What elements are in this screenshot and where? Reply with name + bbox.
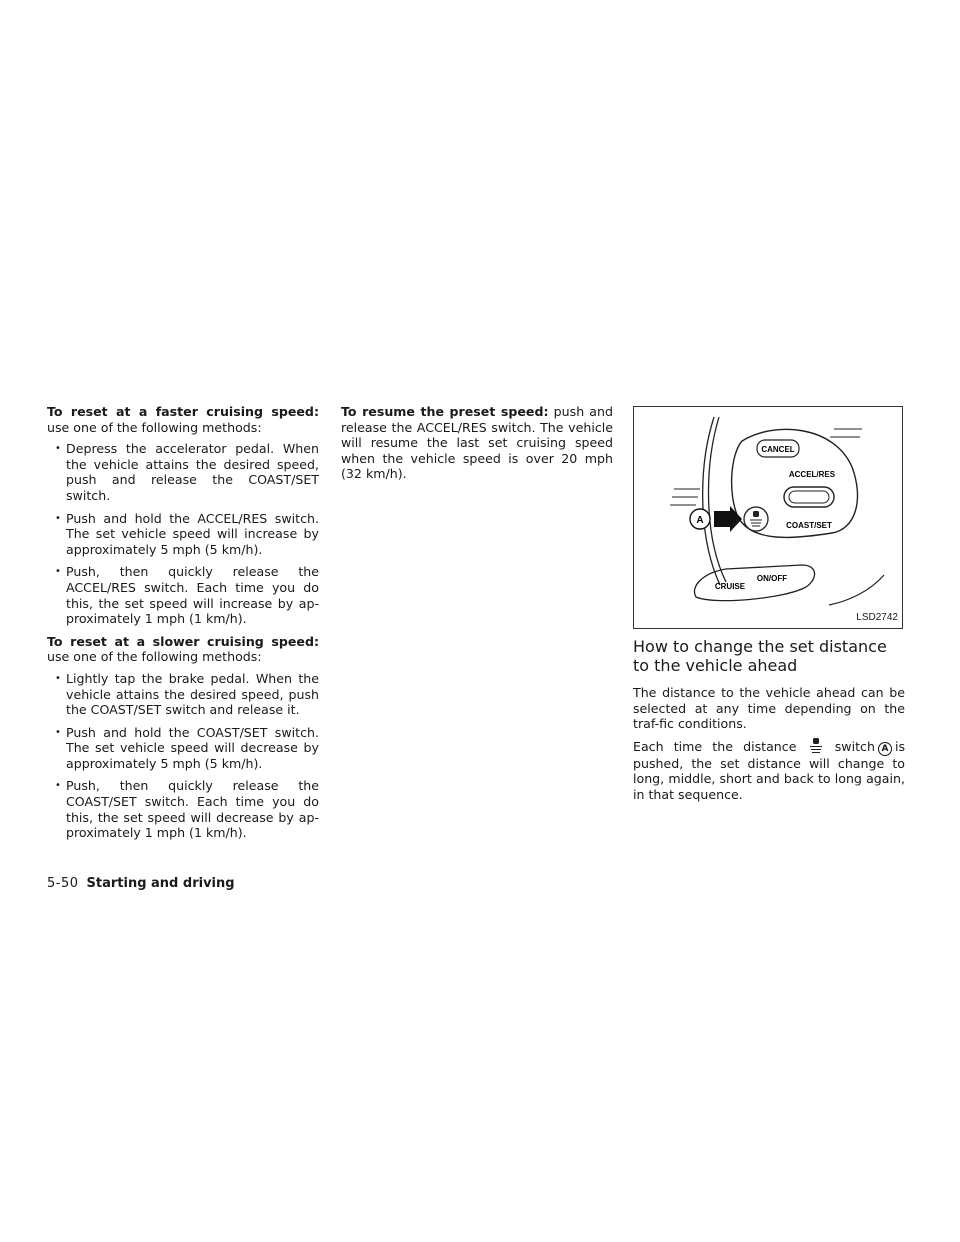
section-title: Starting and driving: [86, 876, 235, 891]
callout-a-label: A: [696, 515, 704, 526]
para2-text-c: is pushed, the set distance will change to long, middle, short and back to long again, in that sequence.: [633, 738, 906, 802]
para2-text-a: Each time the distance: [633, 738, 797, 754]
steering-switch-illustration: [634, 407, 904, 630]
list-item: • Push, then quickly release the ACCEL/RES switch. Each time you do this, the set speed will increase by ap-proximately 1 mph (1 km/h).: [47, 564, 319, 626]
list-item: • Push, then quickly release the COAST/SET switch. Each time you do this, the set speed will decrease by ap-proximately 1 mph (1 km/h).: [47, 778, 319, 840]
on-off-label: ON/OFF: [756, 574, 788, 583]
vehicle-distance-icon: [809, 738, 823, 754]
slower-intro-text: use one of the following methods:: [47, 649, 262, 665]
figure-code: LSD2742: [856, 612, 898, 624]
distance-paragraph-1: The distance to the vehicle ahead can be selected at any time depending on the traf-fic conditions.: [633, 685, 905, 732]
slower-intro: [47, 634, 319, 665]
column-middle: [341, 404, 613, 488]
faster-intro-text: use one of the following methods:: [47, 419, 262, 435]
coast-set-label: COAST/SET: [786, 521, 832, 530]
slower-methods-list: [47, 671, 319, 841]
list-item: • Depress the accelerator pedal. When the vehicle attains the desired speed, push and release the COAST/SET switch.: [47, 441, 319, 503]
accel-res-label: ACCEL/RES: [788, 470, 836, 479]
cancel-label: CANCEL: [761, 445, 795, 454]
list-item: • Lightly tap the brake pedal. When the vehicle attains the desired speed, push the COAST/SET switch and release it.: [47, 671, 319, 718]
steering-switch-figure: [633, 406, 903, 629]
list-item: • Push and hold the ACCEL/RES switch. The set vehicle speed will increase by approximately 5 mph (5 km/h).: [47, 511, 319, 558]
arrow-pointer-icon: [714, 506, 742, 532]
column-right: [633, 406, 905, 809]
slower-heading: To reset at a slower cruising speed:: [47, 633, 319, 649]
distance-paragraph-2: [633, 738, 905, 803]
resume-paragraph: [341, 404, 613, 482]
resume-heading: To resume the preset speed:: [341, 404, 549, 419]
column-left: [47, 404, 319, 848]
faster-methods-list: [47, 441, 319, 627]
list-item: • Push and hold the COAST/SET switch. The set vehicle speed will decrease by approximately 5 mph (5 km/h).: [47, 725, 319, 772]
page-footer: [47, 876, 235, 891]
faster-heading: To reset at a faster cruising speed:: [47, 404, 319, 419]
cruise-label: CRUISE: [714, 582, 746, 591]
callout-a-inline: A: [878, 742, 892, 756]
para2-text-b: switch: [834, 738, 875, 754]
faster-intro: [47, 404, 319, 435]
section-heading: How to change the set distance to the vehicle ahead: [633, 637, 887, 675]
page-number: 5-50: [47, 876, 79, 891]
resume-text: push and release the ACCEL/RES switch. The vehicle will resume the last set cruising speed when the vehicle speed is over 20 mph (32 km/h).: [341, 404, 614, 482]
